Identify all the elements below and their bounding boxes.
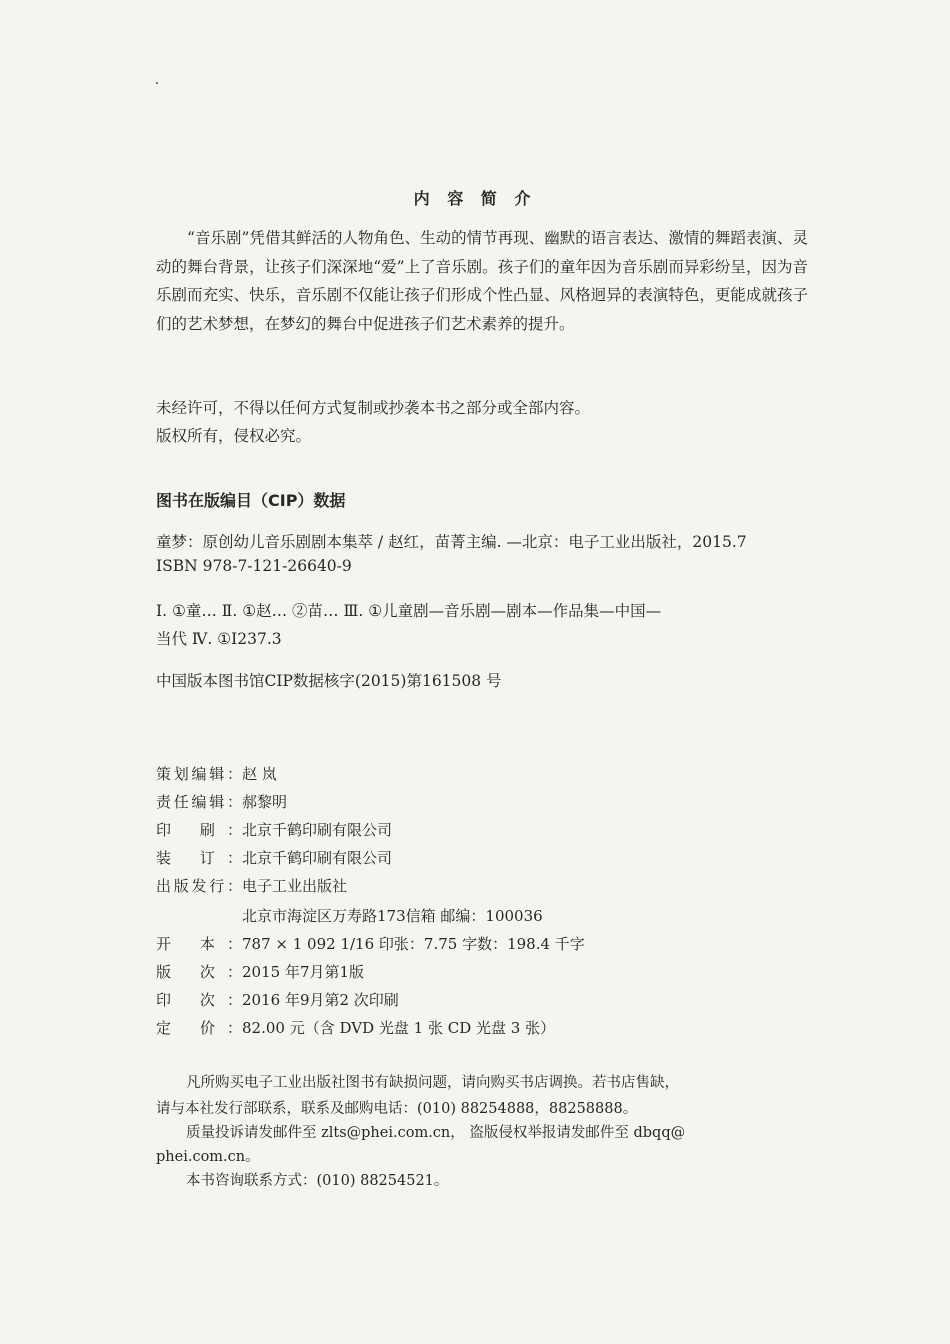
scan-dot bbox=[156, 82, 158, 84]
credit-value: 北京千鹤印刷有限公司 bbox=[242, 821, 393, 839]
credit-label: 责任编辑： bbox=[156, 793, 242, 811]
intro-paragraph: “音乐剧”凭借其鲜活的人物角色、生动的情节再现、幽默的语言表达、激情的舞蹈表演、灵动的舞台背景，让孩子们深深地“爱”上了音乐剧。孩子们的童年因为音乐剧而异彩纷呈，因为音乐剧而充实、快乐，音乐剧不仅能让孩子们形成个性凸显、风格迥异的表演特色，更能成就孩子们的艺术梦想，在梦幻的舞台中促进孩子们艺术素养的提升。 bbox=[156, 229, 808, 333]
credit-value: 电子工业出版社 bbox=[242, 877, 348, 895]
credit-value: 郝黎明 bbox=[242, 793, 288, 811]
credit-row bbox=[156, 905, 543, 926]
credit-value: 2015 年7月第1版 bbox=[242, 963, 365, 981]
credit-value: 82.00 元（含 DVD 光盘 1 张 CD 光盘 3 张） bbox=[242, 1019, 556, 1037]
notice-line-3: 质量投诉请发邮件至 zlts@phei.com.cn， 盗版侵权举报请发邮件至 dbqq@ bbox=[186, 1125, 686, 1141]
credit-value: 北京千鹤印刷有限公司 bbox=[242, 849, 393, 867]
notice-line-2: 请与本社发行部联系，联系及邮购电话：(010) 88254888，88258888。 bbox=[156, 1101, 638, 1117]
cip-isbn: ISBN 978-7-121-26640-9 bbox=[156, 557, 352, 575]
cip-verify-line: 中国版本图书馆CIP数据核字(2015)第161508 号 bbox=[156, 672, 502, 690]
credit-label: 出版发行： bbox=[156, 877, 242, 895]
credit-label: 版 次： bbox=[156, 963, 242, 981]
cip-book-line: 童梦：原创幼儿音乐剧剧本集萃 / 赵红，苗菁主编. —北京：电子工业出版社，2015.7 bbox=[156, 533, 747, 551]
credit-value: 2016 年9月第2 次印刷 bbox=[242, 991, 399, 1009]
copyright-reserved: 版权所有，侵权必究。 bbox=[156, 427, 312, 445]
credit-value: 787 × 1 092 1/16 印张：7.75 字数：198.4 千字 bbox=[242, 935, 585, 953]
credit-label: 装 订： bbox=[156, 849, 242, 867]
notice-line-1: 凡所购买电子工业出版社图书有缺损问题，请向购买书店调换。若书店售缺， bbox=[186, 1075, 679, 1091]
credit-row bbox=[156, 961, 364, 982]
credit-label: 开 本： bbox=[156, 935, 242, 953]
credit-row bbox=[156, 875, 347, 896]
credit-row bbox=[156, 819, 392, 840]
cip-title: 图书在版编目（CIP）数据 bbox=[156, 491, 346, 510]
copyright-notice: 未经许可，不得以任何方式复制或抄袭本书之部分或全部内容。 bbox=[156, 399, 591, 417]
credit-row bbox=[156, 1017, 555, 1038]
intro-title: 内 容 简 介 bbox=[413, 189, 537, 208]
notice-line-5: 本书咨询联系方式：(010) 88254521。 bbox=[186, 1173, 449, 1189]
cip-class-line-1: Ⅰ. ①童… Ⅱ. ①赵… ②苗… Ⅲ. ①儿童剧—音乐剧—剧本—作品集—中国— bbox=[156, 602, 662, 620]
notice-line-4: phei.com.cn。 bbox=[156, 1149, 260, 1165]
credit-row bbox=[156, 989, 399, 1010]
credit-row bbox=[156, 791, 287, 812]
cip-class-line-2: 当代 Ⅳ. ①I237.3 bbox=[156, 630, 282, 648]
credit-label: 印 次： bbox=[156, 991, 242, 1009]
credit-row bbox=[156, 933, 585, 954]
credit-row bbox=[156, 763, 277, 784]
credit-value: 赵 岚 bbox=[242, 765, 277, 783]
credit-label: 策划编辑： bbox=[156, 765, 242, 783]
credit-value: 北京市海淀区万寿路173信箱 邮编：100036 bbox=[242, 907, 543, 925]
credit-row bbox=[156, 847, 392, 868]
credit-label: 定 价： bbox=[156, 1019, 242, 1037]
credit-label: 印 刷： bbox=[156, 821, 242, 839]
